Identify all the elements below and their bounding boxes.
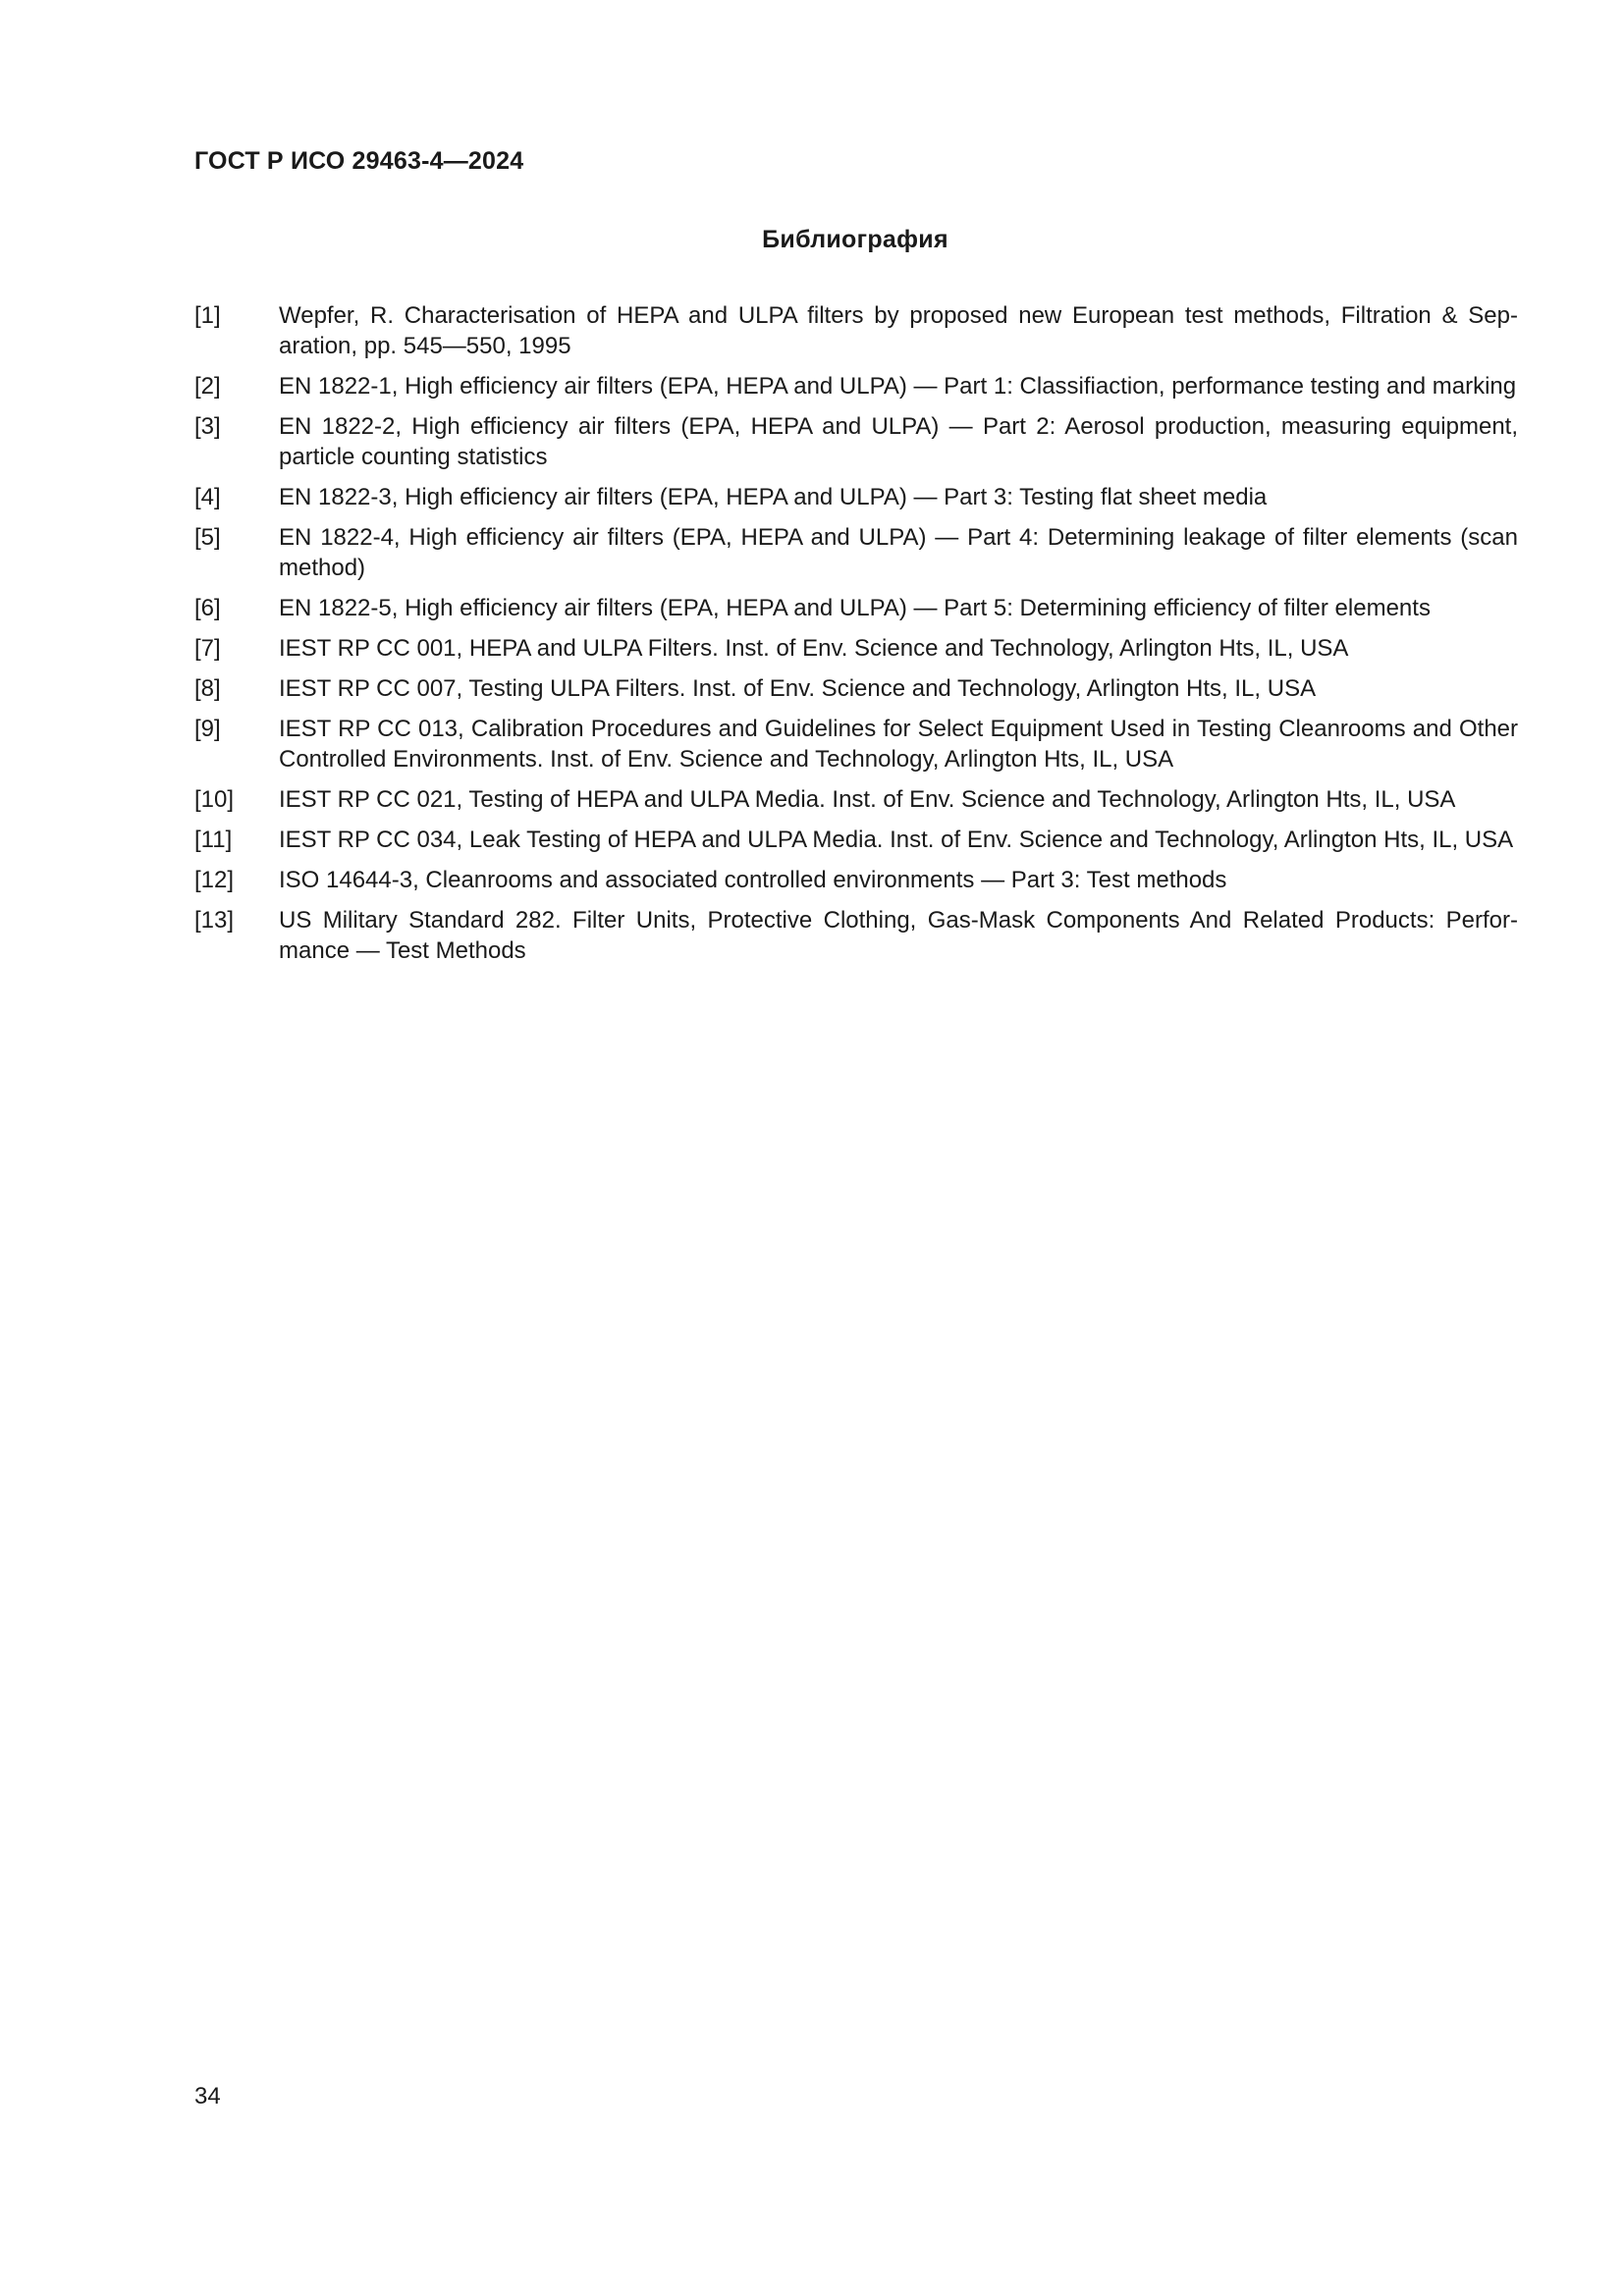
bibliography-entry [194, 593, 1518, 623]
reference-text: EN 1822-2, High efficiency air filters (EPA, HEPA and ULPA) — Part 2: Aerosol production, measuring equipment, particle counting statistics [279, 413, 1518, 470]
bibliography-entry [194, 865, 1518, 895]
reference-text: EN 1822-4, High efficiency air filters (EPA, HEPA and ULPA) — Part 4: Determining leakage of filter elements (scan method) [279, 524, 1518, 581]
document-code-header: ГОСТ Р ИСО 29463-4—2024 [194, 147, 524, 175]
reference-text: IEST RP CC 001, HEPA and ULPA Filters. Inst. of Env. Science and Technology, Arlington Hts, IL, USA [279, 635, 1349, 662]
reference-text: ISO 14644-3, Cleanrooms and associated controlled environments — Part 3: Test methods [279, 867, 1227, 893]
reference-number: [13] [194, 907, 235, 934]
reference-text: IEST RP CC 034, Leak Testing of HEPA and ULPA Media. Inst. of Env. Science and Technology, Arlington Hts, IL, USA [279, 827, 1514, 853]
bibliography-entry [194, 825, 1518, 855]
bibliography-entry [194, 482, 1518, 512]
reference-text: Wepfer, R. Characterisation of HEPA and ULPA filters by proposed new European test methods, Filtration & Separation, pp. 545—550, 1995 [279, 302, 1518, 359]
bibliography-entry [194, 714, 1518, 774]
reference-text: IEST RP CC 007, Testing ULPA Filters. Inst. of Env. Science and Technology, Arlington Hts, IL, USA [279, 675, 1317, 702]
bibliography-title: Библиография [762, 226, 948, 253]
reference-number: [2] [194, 373, 221, 400]
reference-number: [11] [194, 827, 233, 853]
bibliography-entry [194, 371, 1518, 401]
bibliography-entry [194, 784, 1518, 815]
reference-text: EN 1822-3, High efficiency air filters (EPA, HEPA and ULPA) — Part 3: Testing flat sheet media [279, 484, 1268, 510]
reference-number: [9] [194, 716, 221, 742]
bibliography-entry [194, 633, 1518, 664]
reference-text: EN 1822-1, High efficiency air filters (EPA, HEPA and ULPA) — Part 1: Classifiaction, performance testing and marking [279, 373, 1517, 400]
bibliography-list [194, 300, 1518, 976]
reference-text: IEST RP CC 013, Calibration Procedures and Guidelines for Select Equipment Used in Testing Cleanrooms and Other Controlled Environments. Inst. of Env. Science and Technology, Arlington Hts, IL, USA [279, 716, 1518, 773]
bibliography-entry [194, 522, 1518, 583]
reference-number: [7] [194, 635, 221, 662]
page-number: 34 [194, 2083, 221, 2109]
reference-number: [3] [194, 413, 221, 440]
reference-text: IEST RP CC 021, Testing of HEPA and ULPA Media. Inst. of Env. Science and Technology, Arlington Hts, IL, USA [279, 786, 1456, 813]
reference-number: [4] [194, 484, 221, 510]
reference-number: [6] [194, 595, 221, 621]
reference-number: [1] [194, 302, 221, 329]
bibliography-entry [194, 300, 1518, 361]
reference-text: EN 1822-5, High efficiency air filters (EPA, HEPA and ULPA) — Part 5: Determining efficiency of filter elements [279, 595, 1431, 621]
reference-text: US Military Standard 282. Filter Units, Protective Clothing, Gas-Mask Components And Related Products: Performance — Test Methods [279, 907, 1518, 964]
bibliography-entry [194, 673, 1518, 704]
reference-number: [8] [194, 675, 221, 702]
reference-number: [5] [194, 524, 221, 551]
bibliography-entry [194, 905, 1518, 966]
reference-number: [12] [194, 867, 235, 893]
bibliography-entry [194, 411, 1518, 472]
reference-number: [10] [194, 786, 235, 813]
